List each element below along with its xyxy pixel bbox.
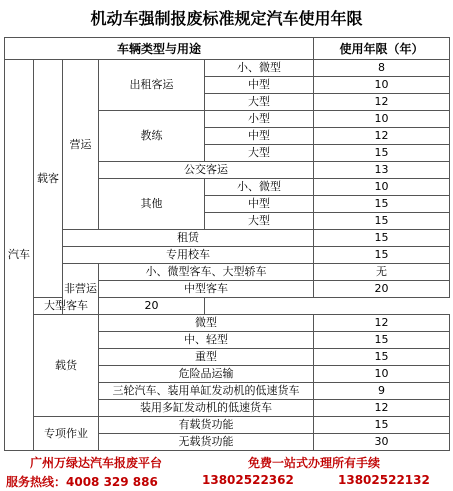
footer-phone-2: 13802522132 [338,473,430,487]
footer-hotline: 服务热线：4008 329 886 [6,475,158,489]
cell-category: 中型 [205,196,314,213]
footer-platform: 广州万绿达汽车报废平台 [30,456,163,470]
cell-category: 重型 [99,349,314,366]
table-row [5,417,450,434]
cell-category: 装用多缸发动机的低速货车 [99,400,314,417]
cell-years: 15 [314,349,450,366]
scrap-standard-table [4,37,450,451]
table-row [5,264,450,281]
cell-category: 有载货功能 [99,417,314,434]
cell-years: 10 [314,111,450,128]
cell-years: 12 [314,128,450,145]
cell-category: 危险品运输 [99,366,314,383]
cell-years: 15 [314,332,450,349]
cell-years: 10 [314,77,450,94]
table-row [5,247,450,264]
table-row [5,230,450,247]
header-years: 使用年限（年） [314,38,450,60]
cell-years: 15 [314,417,450,434]
table-header-row [5,38,450,60]
label-cargo: 载货 [34,315,99,417]
cell-years: 15 [314,213,450,230]
label-other: 其他 [99,179,205,230]
cell-category: 三轮汽车、装用单缸发动机的低速货车 [99,383,314,400]
footer-phone-1: 13802522362 [202,473,294,487]
cell-years: 15 [314,247,450,264]
label-special: 专项作业 [34,417,99,451]
cell-category: 专用校车 [63,247,314,264]
cell-category: 小、微型客车、大型轿车 [99,264,314,281]
cell-years: 12 [314,315,450,332]
page-title: 机动车强制报废标准规定汽车使用年限 [90,9,363,28]
cell-category: 小、微型 [205,179,314,196]
label-passenger: 载客 [34,60,63,298]
label-non-commercial: 非营运 [63,264,99,315]
cell-category: 中型 [205,128,314,145]
cell-category: 大型 [205,213,314,230]
cell-category: 大型 [205,145,314,162]
label-car: 汽车 [5,60,34,451]
cell-years: 20 [314,281,450,298]
table-row [5,298,450,315]
cell-category: 中型客车 [99,281,314,298]
cell-category: 租赁 [63,230,314,247]
table-row [5,315,450,332]
cell-category: 公交客运 [99,162,314,179]
label-commercial: 营运 [63,60,99,230]
footer-slogan: 免费一站式办理所有手续 [248,456,381,470]
cell-category: 大型 [205,94,314,111]
cell-years: 9 [314,383,450,400]
cell-years: 12 [314,94,450,111]
cell-years: 15 [314,145,450,162]
cell-years: 15 [314,230,450,247]
cell-category: 中型 [205,77,314,94]
cell-years: 13 [314,162,450,179]
cell-years: 12 [314,400,450,417]
cell-years: 10 [314,366,450,383]
cell-category: 小、微型 [205,60,314,77]
cell-years: 8 [314,60,450,77]
cell-category: 中、轻型 [99,332,314,349]
cell-years: 10 [314,179,450,196]
cell-category: 微型 [99,315,314,332]
cell-category: 小型 [205,111,314,128]
cell-years: 无 [314,264,450,281]
header-type-use: 车辆类型与用途 [5,38,314,60]
label-training: 教练 [99,111,205,162]
table-row [5,60,450,77]
cell-category: 大型客车 [34,298,99,315]
cell-years: 30 [314,434,450,451]
label-taxi: 出租客运 [99,60,205,111]
cell-years: 15 [314,196,450,213]
cell-years: 20 [99,298,205,315]
cell-category: 无载货功能 [99,434,314,451]
